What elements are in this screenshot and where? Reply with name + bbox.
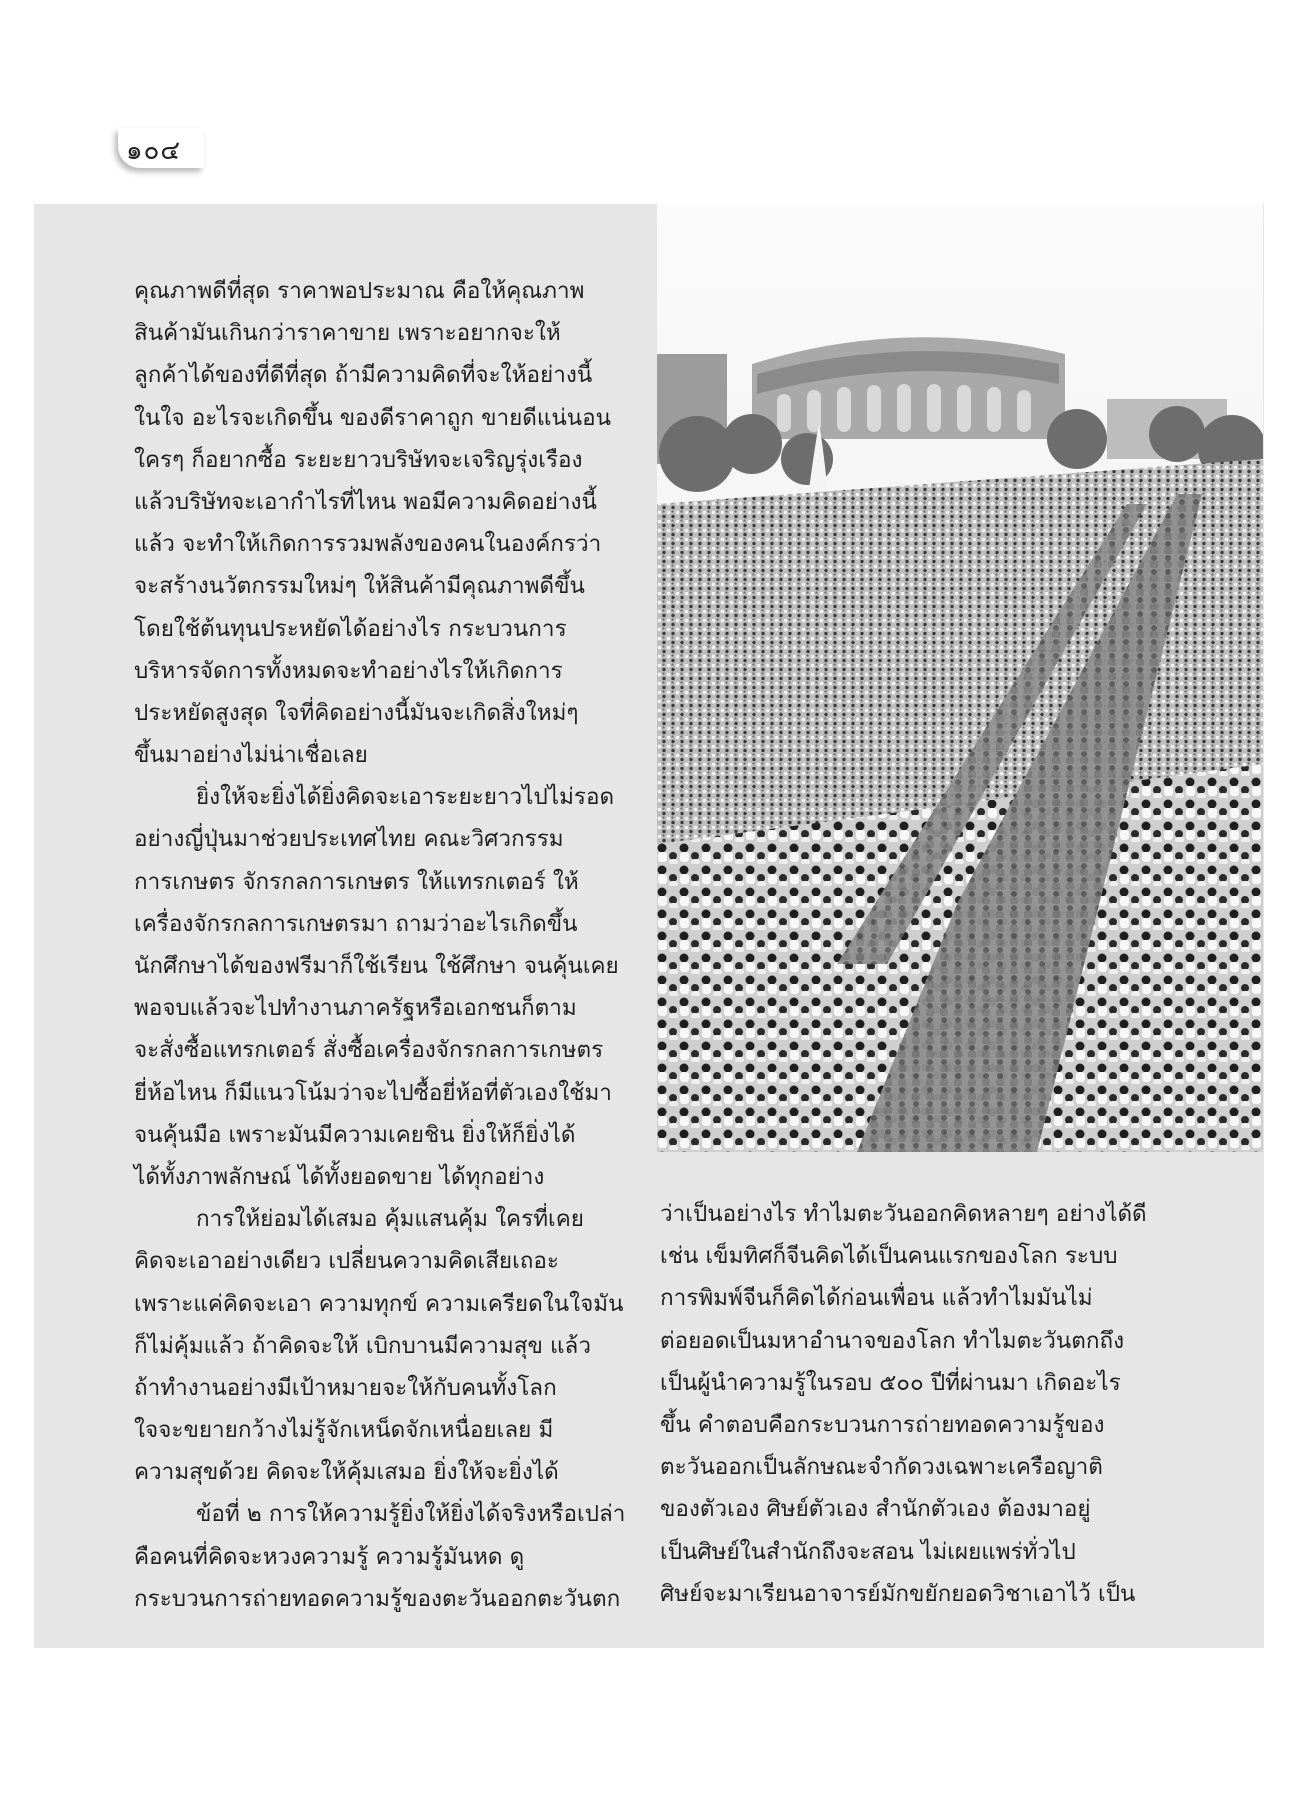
- crowd-photo-illustration: [657, 204, 1263, 1152]
- text-line: ลูกค้าได้ของที่ดีที่สุด ถ้ามีความคิดที่จะให้อย่างนี้: [134, 362, 593, 389]
- text-line: ว่าเป็นอย่างไร ทำไมตะวันออกคิดหลายๆ อย่างได้ดี: [660, 1201, 1147, 1227]
- text-line: ความสุขด้วย คิดจะให้คุ้มเสมอ ยิ่งให้จะยิ่งได้: [134, 1459, 559, 1486]
- text-line: ได้ทั้งภาพลักษณ์ ได้ทั้งยอดขาย ได้ทุกอย่าง: [134, 1163, 545, 1190]
- text-line: คิดจะเอาอย่างเดียว เปลี่ยนความคิดเสียเถอะ: [134, 1248, 560, 1275]
- text-line: ก็ไม่คุ้มแล้ว ถ้าคิดจะให้ เบิกบานมีความสุข แล้ว: [134, 1332, 591, 1359]
- text-line: พอจบแล้วจะไปทำงานภาครัฐหรือเอกชนก็ตาม: [134, 995, 577, 1022]
- left-text-column: [134, 270, 626, 1620]
- text-line: แล้วบริษัทจะเอากำไรที่ไหน พอมีความคิดอย่างนี้: [134, 488, 597, 515]
- text-line: เพราะแค่คิดจะเอา ความทุกข์ ความเครียดในใจมัน: [134, 1290, 624, 1317]
- text-line: เป็นผู้นำความรู้ในรอบ ๕๐๐ ปีที่ผ่านมา เกิดอะไร: [660, 1369, 1121, 1396]
- text-line: เช่น เข็มทิศก็จีนคิดได้เป็นคนแรกของโลก ระบบ: [660, 1243, 1118, 1270]
- text-line: การเกษตร จักรกลการเกษตร ให้แทรกเตอร์ ให้: [134, 868, 579, 895]
- text-line: ขึ้นมาอย่างไม่น่าเชื่อเลย: [134, 742, 368, 769]
- text-line: ตะวันออกเป็นลักษณะจำกัดวงเฉพาะเครือญาติ: [660, 1454, 1103, 1481]
- text-line: กระบวนการถ่ายทอดความรู้ของตะวันออกตะวันตก: [134, 1585, 621, 1612]
- text-line: จะสั่งซื้อแทรกเตอร์ สั่งซื้อเครื่องจักรกลการเกษตร: [134, 1037, 604, 1064]
- text-line: บริหารจัดการทั้งหมดจะทำอย่างไรให้เกิดการ: [134, 657, 563, 684]
- text-line: ของตัวเอง ศิษย์ตัวเอง สำนักตัวเอง ต้องมาอยู่: [660, 1496, 1091, 1523]
- text-line: การพิมพ์จีนก็คิดได้ก่อนเพื่อน แล้วทำไมมันไม่: [660, 1285, 1093, 1312]
- text-line: นักศึกษาได้ของฟรีมาก็ใช้เรียน ใช้ศึกษา จนคุ้นเคย: [134, 953, 619, 979]
- text-line: สินค้ามันเกินกว่าราคาขาย เพราะอยากจะให้: [134, 320, 561, 347]
- text-line: ใครๆ ก็อยากซื้อ ระยะยาวบริษัทจะเจริญรุ่งเรือง: [134, 446, 583, 473]
- crowd-photo: [657, 204, 1263, 1152]
- text-line: ในใจ อะไรจะเกิดขึ้น ของดีราคาถูก ขายดีแน่นอน: [134, 404, 612, 431]
- text-line: จะสร้างนวัตกรรมใหม่ๆ ให้สินค้ามีคุณภาพดีขึ้น: [134, 573, 585, 600]
- text-line: ใจจะขยายกว้างไม่รู้จักเหน็ดจักเหนื่อยเลย มี: [134, 1417, 554, 1444]
- text-line: คือคนที่คิดจะหวงความรู้ ความรู้มันหด ดู: [134, 1543, 525, 1570]
- right-text-column: [660, 1193, 1147, 1615]
- text-line: คุณภาพดีที่สุด ราคาพอประมาณ คือให้คุณภาพ: [134, 278, 585, 304]
- text-line: อย่างญี่ปุ่นมาช่วยประเทศไทย คณะวิศวกรรม: [134, 826, 564, 853]
- text-line: ประหยัดสูงสุด ใจที่คิดอย่างนี้มันจะเกิดสิ่งใหม่ๆ: [134, 699, 579, 726]
- page-number: ๑๐๔: [126, 136, 182, 166]
- text-line: แล้ว จะทำให้เกิดการรวมพลังของคนในองค์กรว่า: [134, 531, 602, 558]
- paragraph-first-line: การให้ย่อมได้เสมอ คุ้มแสนคุ้ม ใครที่เคย: [196, 1206, 584, 1233]
- text-line: จนคุ้นมือ เพราะมันมีความเคยชิน ยิ่งให้ก็ยิ่งได้: [134, 1121, 576, 1148]
- text-line: ยี่ห้อไหน ก็มีแนวโน้มว่าจะไปซื้อยี่ห้อที่ตัวเองใช้มา: [134, 1079, 612, 1106]
- text-line: ศิษย์จะมาเรียนอาจารย์มักขยักยอดวิชาเอาไว้ เป็น: [660, 1580, 1136, 1607]
- text-line: ขึ้น คำตอบคือกระบวนการถ่ายทอดความรู้ของ: [660, 1411, 1105, 1438]
- paragraph-first-line: ข้อที่ ๒ การให้ความรู้ยิ่งให้ยิ่งได้จริงหรือเปล่า: [196, 1501, 626, 1528]
- text-line: ถ้าทำงานอย่างมีเป้าหมายจะให้กับคนทั้งโลก: [134, 1374, 557, 1401]
- paragraph-first-line: ยิ่งให้จะยิ่งได้ยิ่งคิดจะเอาระยะยาวไปไม่รอด: [196, 784, 615, 811]
- text-line: เป็นศิษย์ในสำนักถึงจะสอน ไม่เผยแพร่ทั่วไป: [660, 1538, 1076, 1565]
- text-line: เครื่องจักรกลการเกษตรมา ถามว่าอะไรเกิดขึ้น: [134, 910, 578, 937]
- text-line: ต่อยอดเป็นมหาอำนาจของโลก ทำไมตะวันตกถึง: [660, 1327, 1125, 1354]
- text-line: โดยใช้ต้นทุนประหยัดได้อย่างไร กระบวนการ: [134, 615, 567, 642]
